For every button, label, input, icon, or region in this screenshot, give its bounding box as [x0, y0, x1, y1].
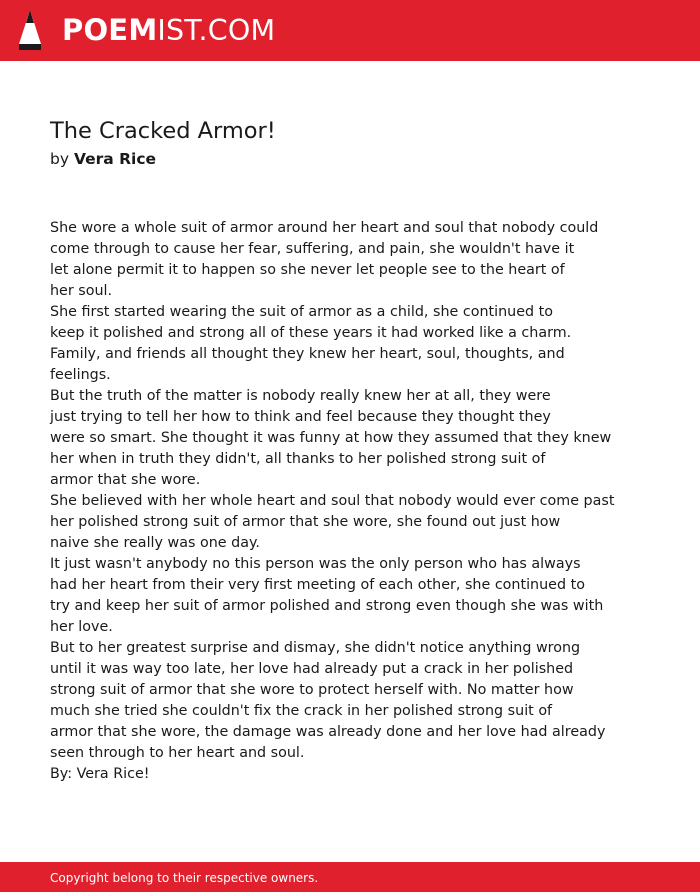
copyright-text: Copyright belong to their respective owners.: [50, 871, 319, 885]
pencil-logo-icon[interactable]: [17, 9, 43, 51]
poem-line: until it was way too late, her love had already put a crack in her polished: [50, 661, 574, 677]
poem-line: her love.: [50, 619, 113, 635]
site-header: [0, 0, 700, 61]
poem-line: It just wasn't anybody no this person was the only person who has always: [50, 556, 581, 572]
poem-line: armor that she wore.: [50, 472, 201, 488]
poem-line: try and keep her suit of armor polished and strong even though she was with: [50, 598, 604, 614]
poem-line: strong suit of armor that she wore to protect herself with. No matter how: [50, 682, 574, 698]
poem-line: much she tried she couldn't fix the crack in her polished strong suit of: [50, 703, 553, 719]
poem-line: had her heart from their very first meeting of each other, she continued to: [50, 577, 585, 593]
author-name[interactable]: Vera Rice: [73, 150, 157, 168]
poem-body: [50, 218, 650, 785]
poem-line: her when in truth they didn't, all thanks to her polished strong suit of: [50, 451, 546, 467]
poem-line: let alone permit it to happen so she never let people see to the heart of: [50, 262, 565, 278]
logo-text-light: IST.COM: [157, 14, 276, 47]
byline-prefix: by: [50, 150, 70, 168]
poem-line: her soul.: [50, 283, 113, 299]
poem-line: were so smart. She thought it was funny at how they assumed that they knew: [50, 430, 612, 446]
poem-line: She believed with her whole heart and soul that nobody would ever come past: [50, 493, 615, 509]
poem-line: naive she really was one day.: [50, 535, 260, 551]
logo-text-bold: POEM: [62, 13, 158, 47]
poem-line: She wore a whole suit of armor around her heart and soul that nobody could: [50, 220, 599, 236]
poem-line: come through to cause her fear, suffering, and pain, she wouldn't have it: [50, 241, 575, 257]
poem-line: She first started wearing the suit of armor as a child, she continued to: [50, 304, 553, 320]
poem-line: But to her greatest surprise and dismay, she didn't notice anything wrong: [50, 640, 581, 656]
poem-line: keep it polished and strong all of these years it had worked like a charm.: [50, 325, 572, 341]
poem-line: By: Vera Rice!: [50, 766, 150, 782]
poem-byline: [50, 148, 156, 170]
poem-line: her polished strong suit of armor that she wore, she found out just how: [50, 514, 561, 530]
site-footer: [0, 862, 700, 892]
poem-line: just trying to tell her how to think and feel because they thought they: [50, 409, 551, 425]
poem-line: Family, and friends all thought they knew her heart, soul, thoughts, and: [50, 346, 565, 362]
poem-line: armor that she wore, the damage was already done and her love had already: [50, 724, 606, 740]
site-logo[interactable]: [62, 12, 275, 49]
poem-line: But the truth of the matter is nobody really knew her at all, they were: [50, 388, 551, 404]
poem-line: seen through to her heart and soul.: [50, 745, 305, 761]
poem-line: feelings.: [50, 367, 111, 383]
poem-title: The Cracked Armor!: [50, 118, 276, 144]
